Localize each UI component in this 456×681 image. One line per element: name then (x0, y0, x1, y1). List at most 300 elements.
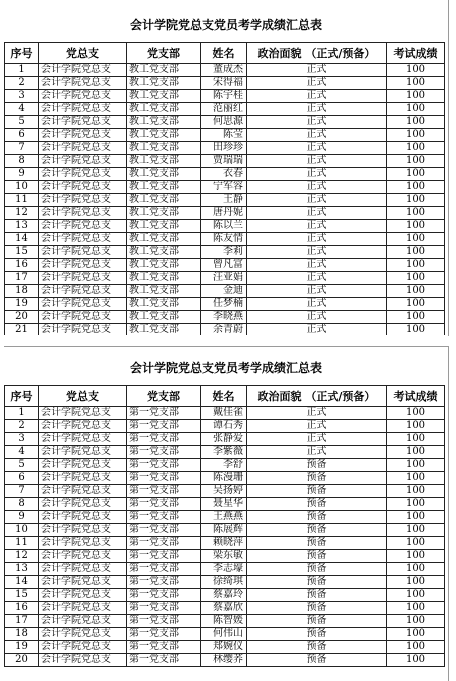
cell-score: 100 (387, 641, 445, 654)
cell-general-branch: 会计学院党总支 (39, 311, 127, 324)
cell-general-branch: 会计学院党总支 (39, 142, 127, 155)
cell-index: 15 (5, 246, 39, 259)
cell-branch: 第一党支部 (127, 420, 201, 433)
cell-index: 13 (5, 220, 39, 233)
cell-general-branch: 会计学院党总支 (39, 602, 127, 615)
cell-index: 4 (5, 103, 39, 116)
cell-branch: 第一党支部 (127, 511, 201, 524)
cell-general-branch: 会计学院党总支 (39, 550, 127, 563)
table-row (5, 407, 445, 420)
cell-political-status: 正式 (247, 298, 387, 311)
cell-political-status: 预备 (247, 615, 387, 628)
table-row (5, 615, 445, 628)
table-row (5, 420, 445, 433)
cell-name: 谭石秀 (201, 420, 247, 433)
cell-branch: 教工党支部 (127, 259, 201, 272)
cell-branch: 教工党支部 (127, 103, 201, 116)
cell-score: 100 (387, 233, 445, 246)
cell-score: 100 (387, 64, 445, 77)
cell-general-branch: 会计学院党总支 (39, 246, 127, 259)
cell-political-status: 正式 (247, 407, 387, 420)
table-row (5, 129, 445, 142)
cell-political-status: 预备 (247, 602, 387, 615)
cell-branch: 第一党支部 (127, 576, 201, 589)
cell-general-branch: 会计学院党总支 (39, 272, 127, 285)
cell-score: 100 (387, 498, 445, 511)
cell-index: 12 (5, 207, 39, 220)
cell-name: 张静爱 (201, 433, 247, 446)
cell-general-branch: 会计学院党总支 (39, 285, 127, 298)
table-body (5, 64, 445, 336)
header-political-status: 政治面貌 （正式/预备） (247, 43, 387, 64)
table-row (5, 654, 445, 667)
cell-name: 陈智媛 (201, 615, 247, 628)
cell-political-status: 正式 (247, 64, 387, 77)
cell-political-status: 正式 (247, 220, 387, 233)
cell-political-status: 预备 (247, 537, 387, 550)
cell-political-status: 预备 (247, 550, 387, 563)
cell-political-status: 正式 (247, 433, 387, 446)
cell-branch: 第一党支部 (127, 654, 201, 667)
cell-name: 赖晓萍 (201, 537, 247, 550)
cell-general-branch: 会计学院党总支 (39, 181, 127, 194)
header-general-branch: 党总支 (39, 43, 127, 64)
cell-score: 100 (387, 285, 445, 298)
cell-political-status: 预备 (247, 472, 387, 485)
table-row (5, 628, 445, 641)
cell-political-status: 正式 (247, 446, 387, 459)
cell-index: 21 (5, 324, 39, 336)
cell-index: 9 (5, 168, 39, 181)
cell-branch: 第一党支部 (127, 485, 201, 498)
cell-political-status: 正式 (247, 103, 387, 116)
cell-index: 3 (5, 433, 39, 446)
cell-score: 100 (387, 272, 445, 285)
cell-general-branch: 会计学院党总支 (39, 537, 127, 550)
cell-general-branch: 会计学院党总支 (39, 511, 127, 524)
sheet-title: 会计学院党总支党员考学成绩汇总表 (129, 18, 322, 32)
cell-index: 17 (5, 615, 39, 628)
cell-name: 李志壕 (201, 563, 247, 576)
cell-branch: 教工党支部 (127, 220, 201, 233)
table-row (5, 589, 445, 602)
table-row (5, 233, 445, 246)
cell-score: 100 (387, 537, 445, 550)
cell-score: 100 (387, 654, 445, 667)
cell-name: 余青蔚 (201, 324, 247, 336)
cell-general-branch: 会计学院党总支 (39, 168, 127, 181)
cell-general-branch: 会计学院党总支 (39, 420, 127, 433)
cell-general-branch: 会计学院党总支 (39, 103, 127, 116)
table-row (5, 459, 445, 472)
cell-general-branch: 会计学院党总支 (39, 298, 127, 311)
cell-branch: 第一党支部 (127, 524, 201, 537)
table-header-row (5, 43, 445, 64)
table-row (5, 194, 445, 207)
cell-score: 100 (387, 589, 445, 602)
cell-index: 10 (5, 524, 39, 537)
cell-general-branch: 会计学院党总支 (39, 641, 127, 654)
cell-index: 1 (5, 64, 39, 77)
cell-score: 100 (387, 459, 445, 472)
cell-name: 李舒 (201, 459, 247, 472)
cell-name: 陈漫珊 (201, 472, 247, 485)
cell-general-branch: 会计学院党总支 (39, 576, 127, 589)
cell-political-status: 预备 (247, 654, 387, 667)
cell-index: 19 (5, 641, 39, 654)
cell-name: 吴扬婷 (201, 485, 247, 498)
table-row (5, 298, 445, 311)
cell-branch: 第一党支部 (127, 446, 201, 459)
cell-index: 13 (5, 563, 39, 576)
cell-index: 16 (5, 259, 39, 272)
cell-general-branch: 会计学院党总支 (39, 220, 127, 233)
cell-political-status: 正式 (247, 194, 387, 207)
cell-general-branch: 会计学院党总支 (39, 498, 127, 511)
cell-name: 陈展辉 (201, 524, 247, 537)
cell-branch: 第一党支部 (127, 550, 201, 563)
cell-name: 蔡嘉欣 (201, 602, 247, 615)
cell-general-branch: 会计学院党总支 (39, 64, 127, 77)
cell-branch: 教工党支部 (127, 194, 201, 207)
cell-political-status: 正式 (247, 181, 387, 194)
table-row (5, 90, 445, 103)
cell-score: 100 (387, 311, 445, 324)
cell-name: 徐绮琪 (201, 576, 247, 589)
cell-political-status: 预备 (247, 641, 387, 654)
header-name: 姓名 (201, 386, 247, 407)
cell-name: 王静 (201, 194, 247, 207)
cell-index: 14 (5, 576, 39, 589)
cell-index: 7 (5, 485, 39, 498)
cell-name: 李晓燕 (201, 311, 247, 324)
cell-score: 100 (387, 259, 445, 272)
sheet-gap (0, 336, 456, 346)
cell-index: 1 (5, 407, 39, 420)
cell-index: 6 (5, 472, 39, 485)
cell-general-branch: 会计学院党总支 (39, 77, 127, 90)
cell-name: 林缨荞 (201, 654, 247, 667)
cell-branch: 第一党支部 (127, 563, 201, 576)
cell-political-status: 正式 (247, 116, 387, 129)
table-row (5, 563, 445, 576)
cell-general-branch: 会计学院党总支 (39, 563, 127, 576)
cell-score: 100 (387, 220, 445, 233)
cell-index: 2 (5, 77, 39, 90)
cell-score: 100 (387, 194, 445, 207)
cell-political-status: 预备 (247, 589, 387, 602)
header-political-status: 政治面貌 （正式/预备） (247, 386, 387, 407)
cell-score: 100 (387, 207, 445, 220)
table-row (5, 285, 445, 298)
cell-general-branch: 会计学院党总支 (39, 233, 127, 246)
cell-score: 100 (387, 155, 445, 168)
cell-name: 金迪 (201, 285, 247, 298)
cell-name: 李紫薇 (201, 446, 247, 459)
cell-score: 100 (387, 628, 445, 641)
cell-name: 曾凡富 (201, 259, 247, 272)
cell-score: 100 (387, 550, 445, 563)
table-row (5, 220, 445, 233)
cell-name: 田珍珍 (201, 142, 247, 155)
cell-political-status: 预备 (247, 511, 387, 524)
cell-branch: 第一党支部 (127, 615, 201, 628)
cell-political-status: 正式 (247, 233, 387, 246)
cell-branch: 教工党支部 (127, 142, 201, 155)
table-row (5, 64, 445, 77)
cell-branch: 第一党支部 (127, 589, 201, 602)
cell-general-branch: 会计学院党总支 (39, 129, 127, 142)
table-row (5, 259, 445, 272)
table-row (5, 324, 445, 336)
table-row (5, 116, 445, 129)
cell-name: 任梦楠 (201, 298, 247, 311)
cell-name: 戴佳雀 (201, 407, 247, 420)
table-row (5, 485, 445, 498)
cell-branch: 教工党支部 (127, 285, 201, 298)
cell-general-branch: 会计学院党总支 (39, 116, 127, 129)
sheet-teacher-branch (4, 0, 449, 336)
table-header-row (5, 386, 445, 407)
table-row (5, 511, 445, 524)
table-viewport (4, 42, 448, 335)
cell-political-status: 预备 (247, 485, 387, 498)
cell-score: 100 (387, 563, 445, 576)
cell-political-status: 正式 (247, 272, 387, 285)
cell-score: 100 (387, 433, 445, 446)
header-score: 考试成绩 (387, 43, 445, 64)
table-row (5, 472, 445, 485)
table-row (5, 311, 445, 324)
cell-general-branch: 会计学院党总支 (39, 207, 127, 220)
cell-general-branch: 会计学院党总支 (39, 524, 127, 537)
cell-general-branch: 会计学院党总支 (39, 485, 127, 498)
cell-branch: 教工党支部 (127, 155, 201, 168)
cell-index: 11 (5, 537, 39, 550)
cell-general-branch: 会计学院党总支 (39, 194, 127, 207)
cell-index: 8 (5, 498, 39, 511)
cell-score: 100 (387, 485, 445, 498)
sheet-title: 会计学院党总支党员考学成绩汇总表 (129, 361, 322, 375)
cell-political-status: 预备 (247, 628, 387, 641)
cell-branch: 第一党支部 (127, 641, 201, 654)
table-row (5, 524, 445, 537)
cell-index: 15 (5, 589, 39, 602)
table-row (5, 77, 445, 90)
cell-index: 18 (5, 285, 39, 298)
cell-index: 12 (5, 550, 39, 563)
cell-political-status: 正式 (247, 246, 387, 259)
cell-branch: 第一党支部 (127, 472, 201, 485)
cell-score: 100 (387, 77, 445, 90)
cell-political-status: 正式 (247, 207, 387, 220)
header-score: 考试成绩 (387, 386, 445, 407)
cell-score: 100 (387, 90, 445, 103)
cell-general-branch: 会计学院党总支 (39, 446, 127, 459)
cell-score: 100 (387, 511, 445, 524)
cell-general-branch: 会计学院党总支 (39, 459, 127, 472)
table-viewport (4, 385, 448, 678)
table-row (5, 142, 445, 155)
cell-index: 4 (5, 446, 39, 459)
cell-score: 100 (387, 129, 445, 142)
cell-branch: 教工党支部 (127, 233, 201, 246)
cell-score: 100 (387, 103, 445, 116)
cell-index: 5 (5, 116, 39, 129)
cell-score: 100 (387, 472, 445, 485)
cell-branch: 教工党支部 (127, 129, 201, 142)
cell-name: 宁军容 (201, 181, 247, 194)
cell-branch: 教工党支部 (127, 181, 201, 194)
cell-general-branch: 会计学院党总支 (39, 472, 127, 485)
sheet-first-branch (4, 346, 449, 681)
cell-general-branch: 会计学院党总支 (39, 654, 127, 667)
cell-branch: 教工党支部 (127, 168, 201, 181)
table-row (5, 207, 445, 220)
cell-branch: 教工党支部 (127, 272, 201, 285)
cell-score: 100 (387, 615, 445, 628)
cell-branch: 第一党支部 (127, 602, 201, 615)
cell-score: 100 (387, 116, 445, 129)
cell-branch: 教工党支部 (127, 324, 201, 336)
cell-political-status: 正式 (247, 129, 387, 142)
cell-name: 李莉 (201, 246, 247, 259)
cell-branch: 教工党支部 (127, 77, 201, 90)
cell-name: 蔡嘉玲 (201, 589, 247, 602)
cell-branch: 教工党支部 (127, 116, 201, 129)
cell-general-branch: 会计学院党总支 (39, 589, 127, 602)
cell-score: 100 (387, 446, 445, 459)
header-index: 序号 (5, 43, 39, 64)
header-name: 姓名 (201, 43, 247, 64)
cell-political-status: 正式 (247, 420, 387, 433)
cell-political-status: 正式 (247, 90, 387, 103)
cell-branch: 第一党支部 (127, 537, 201, 550)
cell-index: 8 (5, 155, 39, 168)
cell-political-status: 预备 (247, 524, 387, 537)
cell-political-status: 预备 (247, 576, 387, 589)
cell-index: 16 (5, 602, 39, 615)
table-row (5, 537, 445, 550)
cell-index: 20 (5, 654, 39, 667)
cell-name: 范丽红 (201, 103, 247, 116)
cell-score: 100 (387, 168, 445, 181)
cell-name: 陈宇桂 (201, 90, 247, 103)
cell-index: 9 (5, 511, 39, 524)
cell-branch: 教工党支部 (127, 298, 201, 311)
cell-name: 陈莹 (201, 129, 247, 142)
cell-score: 100 (387, 524, 445, 537)
table-row (5, 602, 445, 615)
cell-name: 贾瑞瑞 (201, 155, 247, 168)
cell-general-branch: 会计学院党总支 (39, 628, 127, 641)
cell-political-status: 正式 (247, 285, 387, 298)
cell-political-status: 正式 (247, 324, 387, 336)
header-branch: 党支部 (127, 386, 201, 407)
score-table (4, 385, 445, 667)
table-row (5, 155, 445, 168)
cell-score: 100 (387, 298, 445, 311)
table-row (5, 498, 445, 511)
cell-index: 19 (5, 298, 39, 311)
cell-political-status: 预备 (247, 459, 387, 472)
cell-index: 17 (5, 272, 39, 285)
cell-score: 100 (387, 142, 445, 155)
header-general-branch: 党总支 (39, 386, 127, 407)
table-row (5, 246, 445, 259)
cell-score: 100 (387, 576, 445, 589)
table-row (5, 181, 445, 194)
cell-general-branch: 会计学院党总支 (39, 407, 127, 420)
cell-general-branch: 会计学院党总支 (39, 433, 127, 446)
cell-score: 100 (387, 324, 445, 336)
cell-political-status: 正式 (247, 311, 387, 324)
cell-name: 何伟山 (201, 628, 247, 641)
cell-political-status: 正式 (247, 142, 387, 155)
cell-name: 郑婉仪 (201, 641, 247, 654)
cell-score: 100 (387, 407, 445, 420)
cell-name: 衣春 (201, 168, 247, 181)
cell-political-status: 正式 (247, 168, 387, 181)
header-index: 序号 (5, 386, 39, 407)
cell-political-status: 预备 (247, 498, 387, 511)
cell-political-status: 正式 (247, 259, 387, 272)
cell-political-status: 预备 (247, 563, 387, 576)
cell-name: 陈以兰 (201, 220, 247, 233)
table-row (5, 576, 445, 589)
cell-branch: 第一党支部 (127, 407, 201, 420)
cell-political-status: 正式 (247, 155, 387, 168)
cell-name: 陈友情 (201, 233, 247, 246)
cell-score: 100 (387, 181, 445, 194)
cell-general-branch: 会计学院党总支 (39, 324, 127, 336)
cell-general-branch: 会计学院党总支 (39, 155, 127, 168)
cell-name: 聂星华 (201, 498, 247, 511)
table-row (5, 433, 445, 446)
cell-name: 何思源 (201, 116, 247, 129)
cell-index: 14 (5, 233, 39, 246)
cell-branch: 第一党支部 (127, 433, 201, 446)
cell-branch: 教工党支部 (127, 246, 201, 259)
table-row (5, 550, 445, 563)
cell-index: 11 (5, 194, 39, 207)
cell-branch: 教工党支部 (127, 90, 201, 103)
cell-name: 汪亚娟 (201, 272, 247, 285)
cell-index: 3 (5, 90, 39, 103)
cell-branch: 教工党支部 (127, 64, 201, 77)
cell-name: 王燕燕 (201, 511, 247, 524)
cell-score: 100 (387, 602, 445, 615)
score-table (4, 42, 445, 335)
cell-name: 宋得福 (201, 77, 247, 90)
cell-branch: 第一党支部 (127, 498, 201, 511)
table-row (5, 103, 445, 116)
table-row (5, 641, 445, 654)
cell-name: 董成杰 (201, 64, 247, 77)
cell-branch: 第一党支部 (127, 459, 201, 472)
cell-index: 5 (5, 459, 39, 472)
cell-score: 100 (387, 246, 445, 259)
cell-index: 7 (5, 142, 39, 155)
cell-branch: 教工党支部 (127, 311, 201, 324)
cell-index: 2 (5, 420, 39, 433)
cell-index: 6 (5, 129, 39, 142)
cell-branch: 教工党支部 (127, 207, 201, 220)
cell-name: 唐丹妮 (201, 207, 247, 220)
cell-index: 10 (5, 181, 39, 194)
cell-index: 20 (5, 311, 39, 324)
cell-political-status: 正式 (247, 77, 387, 90)
